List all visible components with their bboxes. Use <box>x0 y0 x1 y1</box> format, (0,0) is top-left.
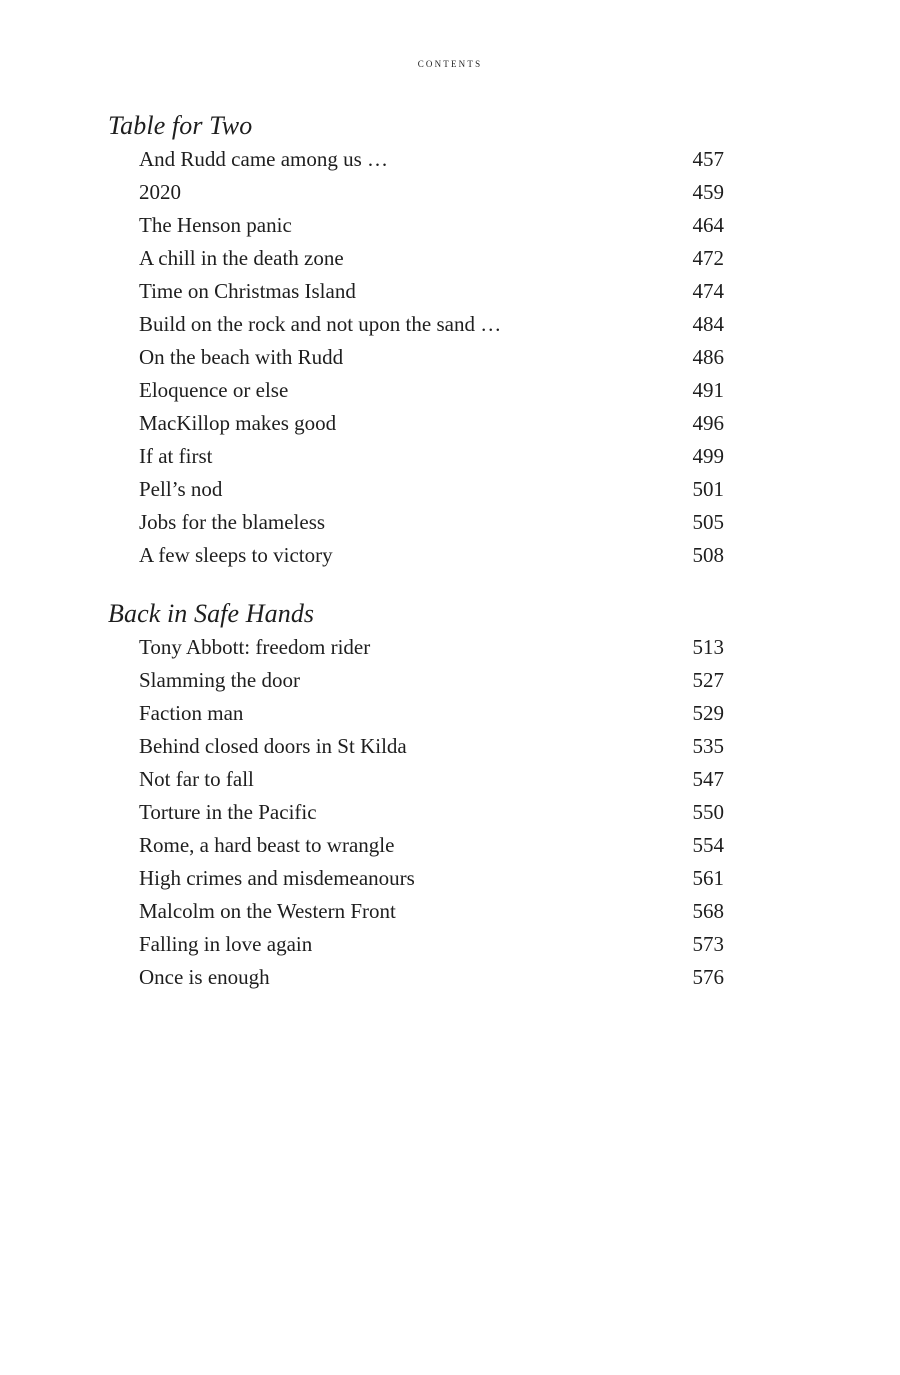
toc-entry[interactable] <box>108 928 728 961</box>
toc-entry[interactable] <box>108 730 728 763</box>
entry-title: Faction man <box>139 701 244 725</box>
entry-page-number: 550 <box>692 800 724 824</box>
entry-title: A few sleeps to victory <box>139 543 333 567</box>
entry-page-number: 568 <box>692 899 724 923</box>
entry-page-number: 484 <box>692 312 724 336</box>
entry-title: A chill in the death zone <box>139 246 344 270</box>
toc-entry[interactable] <box>108 829 728 862</box>
entry-page-number: 529 <box>692 701 724 725</box>
entry-title: 2020 <box>139 180 181 204</box>
entry-page-number: 459 <box>692 180 724 204</box>
toc-entry[interactable] <box>108 796 728 829</box>
toc-entry-list <box>108 143 728 572</box>
entry-title: Malcolm on the Western Front <box>139 899 396 923</box>
toc-entry[interactable] <box>108 275 728 308</box>
toc-entry[interactable] <box>108 176 728 209</box>
toc-entry[interactable] <box>108 473 728 506</box>
entry-title: And Rudd came among us … <box>139 147 389 171</box>
entry-title: Not far to fall <box>139 767 254 791</box>
entry-page-number: 486 <box>692 345 724 369</box>
entry-title: On the beach with Rudd <box>139 345 344 369</box>
entry-title: Rome, a hard beast to wrangle <box>139 833 395 857</box>
entry-title: Behind closed doors in St Kilda <box>139 734 407 758</box>
entry-title: MacKillop makes good <box>139 411 337 435</box>
entry-title: If at first <box>139 444 213 468</box>
entry-title: Eloquence or else <box>139 378 289 402</box>
toc-entry[interactable] <box>108 143 728 176</box>
entry-page-number: 508 <box>692 543 724 567</box>
toc-entry[interactable] <box>108 763 728 796</box>
entry-title: Jobs for the blameless <box>139 510 326 534</box>
toc-entry[interactable] <box>108 895 728 928</box>
entry-page-number: 496 <box>692 411 724 435</box>
toc-entry-list <box>108 631 728 994</box>
entry-page-number: 474 <box>692 279 724 303</box>
toc-entry[interactable] <box>108 308 728 341</box>
toc-entry[interactable] <box>108 341 728 374</box>
toc-entry[interactable] <box>108 664 728 697</box>
toc-entry[interactable] <box>108 697 728 730</box>
entry-page-number: 464 <box>692 213 724 237</box>
toc-entry[interactable] <box>108 440 728 473</box>
entry-page-number: 499 <box>692 444 724 468</box>
toc-entry[interactable] <box>108 407 728 440</box>
entry-title: The Henson panic <box>139 213 292 237</box>
entry-page-number: 505 <box>692 510 724 534</box>
entry-page-number: 547 <box>692 767 724 791</box>
toc-entry[interactable] <box>108 862 728 895</box>
toc-entry[interactable] <box>108 506 728 539</box>
entry-title: Build on the rock and not upon the sand … <box>139 312 502 336</box>
entry-page-number: 472 <box>692 246 724 270</box>
entry-title: Once is enough <box>139 965 270 989</box>
toc-entry[interactable] <box>108 961 728 994</box>
toc-entry[interactable] <box>108 209 728 242</box>
section-title: Table for Two <box>108 111 253 140</box>
running-head: contents <box>417 55 483 70</box>
entry-title: Pell’s nod <box>139 477 223 501</box>
entry-title: Falling in love again <box>139 932 313 956</box>
entry-page-number: 576 <box>692 965 724 989</box>
entry-page-number: 491 <box>692 378 724 402</box>
entry-page-number: 527 <box>692 668 724 692</box>
entry-title: Torture in the Pacific <box>139 800 317 824</box>
toc-entry[interactable] <box>108 539 728 572</box>
toc-section-table-for-two <box>108 110 728 572</box>
entry-page-number: 554 <box>692 833 724 857</box>
entry-page-number: 573 <box>692 932 724 956</box>
entry-title: High crimes and misdemeanours <box>139 866 415 890</box>
entry-title: Slamming the door <box>139 668 300 692</box>
entry-page-number: 457 <box>692 147 724 171</box>
toc-section-back-in-safe-hands <box>108 598 728 994</box>
entry-title: Time on Christmas Island <box>139 279 356 303</box>
toc-entry[interactable] <box>108 374 728 407</box>
entry-page-number: 561 <box>692 866 724 890</box>
section-title: Back in Safe Hands <box>108 599 315 628</box>
entry-title: Tony Abbott: freedom rider <box>139 635 371 659</box>
entry-page-number: 501 <box>692 477 724 501</box>
toc-entry[interactable] <box>108 631 728 664</box>
toc-entry[interactable] <box>108 242 728 275</box>
entry-page-number: 513 <box>692 635 724 659</box>
entry-page-number: 535 <box>692 734 724 758</box>
